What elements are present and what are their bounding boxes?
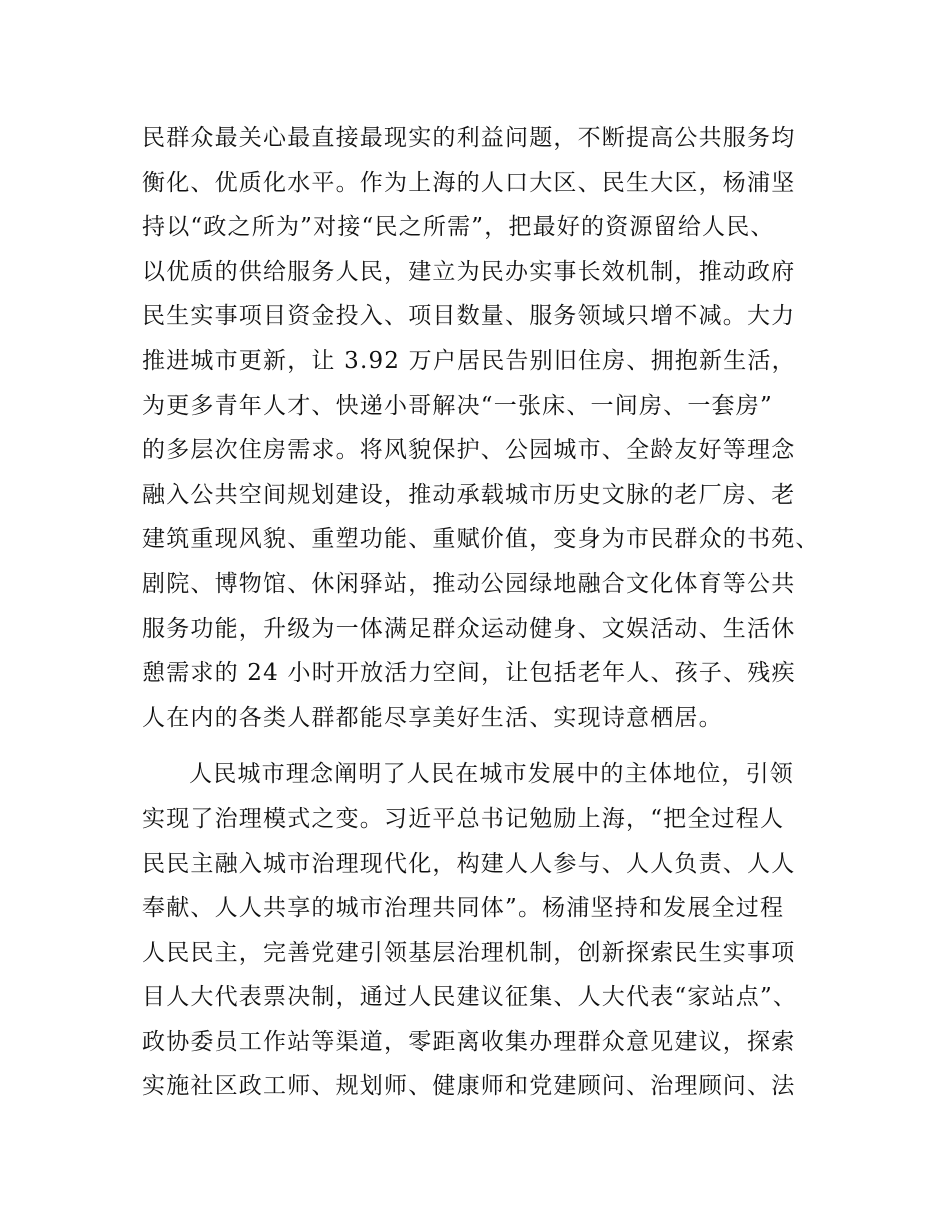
text-line: 服务功能，升级为一体满足群众运动健身、文娱活动、生活休 bbox=[142, 615, 796, 642]
text-line: 民生实事项目资金投入、项目数量、服务领域只增不减。大力 bbox=[142, 303, 796, 330]
text-line: 民民主融入城市治理现代化，构建人人参与、人人负责、人人 bbox=[142, 850, 796, 877]
text-line: 目人大代表票决制，通过人民建议征集、人大代表“家站点”、 bbox=[142, 984, 798, 1011]
text-line: 以优质的供给服务人民，建立为民办实事长效机制，推动政府 bbox=[142, 258, 796, 285]
text-line: 政协委员工作站等渠道，零距离收集办理群众意见建议，探索 bbox=[142, 1028, 796, 1055]
text-line: 建筑重现风貌、重塑功能、重赋价值，变身为市民群众的书苑、 bbox=[142, 526, 820, 553]
paragraph-spacer bbox=[142, 740, 832, 752]
text-line: 的多层次住房需求。将风貌保护、公园城市、全龄友好等理念 bbox=[142, 437, 796, 464]
text-line: 持以“政之所为”对接“民之所需”，把最好的资源留给人民、 bbox=[142, 214, 775, 241]
text-line: 憩需求的 24 小时开放活力空间，让包括老年人、孩子、残疾 bbox=[142, 660, 796, 687]
text-line: 实现了治理模式之变。习近平总书记勉励上海，“把全过程人 bbox=[142, 805, 785, 832]
text-line: 融入公共空间规划建设，推动承载城市历史文脉的老厂房、老 bbox=[142, 481, 796, 508]
text-line: 推进城市更新，让 3.92 万户居民告别旧住房、拥抱新生活， bbox=[142, 347, 796, 374]
text-line: 奉献、人人共享的城市治理共同体”。杨浦坚持和发展全过程 bbox=[142, 895, 785, 922]
text-line: 人在内的各类人群都能尽享美好生活、实现诗意栖居。 bbox=[142, 704, 723, 731]
body-text bbox=[142, 116, 832, 1109]
text-line: 民群众最关心最直接最现实的利益问题，不断提高公共服务均 bbox=[142, 125, 796, 151]
text-line: 衡化、优质化水平。作为上海的人口大区、民生大区，杨浦坚 bbox=[142, 169, 796, 196]
text-line-first: 人民城市理念阐明了人民在城市发展中的主体地位，引领 bbox=[189, 761, 794, 788]
text-line: 剧院、博物馆、休闲驿站，推动公园绿地融合文化体育等公共 bbox=[142, 570, 796, 597]
paragraph-1 bbox=[142, 116, 832, 740]
text-line: 为更多青年人才、快递小哥解决“一张床、一间房、一套房” bbox=[142, 392, 773, 419]
paragraph-2 bbox=[142, 752, 832, 1109]
text-line: 实施社区政工师、规划师、健康师和党建顾问、治理顾问、法 bbox=[142, 1073, 796, 1100]
text-line: 人民民主，完善党建引领基层治理机制，创新探索民生实事项 bbox=[142, 939, 796, 966]
